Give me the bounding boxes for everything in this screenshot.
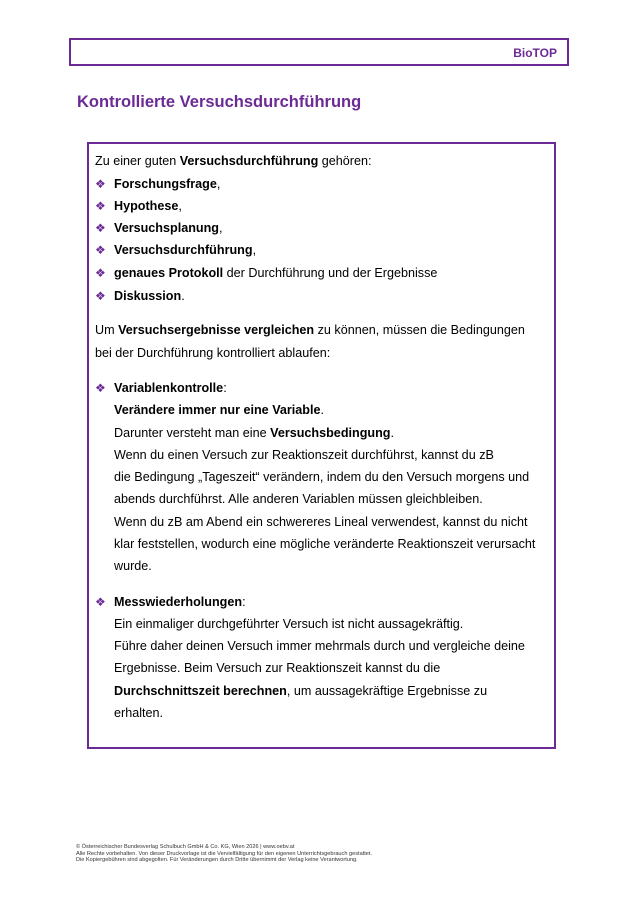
section-line: Wenn du einen Versuch zur Reaktionszeit durchführst, kannst du zB [114, 448, 494, 462]
diamond-bullet-icon: ❖ [95, 595, 106, 609]
diamond-bullet-icon: ❖ [95, 289, 106, 303]
list-item [114, 199, 182, 214]
header-box [69, 38, 569, 66]
footer-line: Alle Rechte vorbehalten. Von dieser Druckvorlage ist die Vervielfältigung für den eigenen Unterrichtsgebrauch gestattet. [76, 850, 373, 857]
section-line: erhalten. [114, 706, 164, 720]
section-line [114, 403, 324, 418]
list-item-bold: Forschungsfrage [114, 177, 217, 191]
list-item-bold: Diskussion [114, 289, 182, 303]
line-bold: Verändere immer nur eine Variable [114, 403, 321, 417]
section-line [114, 426, 394, 441]
diamond-bullet-icon: ❖ [95, 243, 106, 257]
diamond-bullet-icon: ❖ [95, 199, 106, 213]
heading-rest: : [242, 595, 246, 609]
list-item [114, 243, 256, 258]
footer-line: © Österreichischer Bundesverlag Schulbuch GmbH & Co. KG, Wien 2026 | www.oebv.at [76, 844, 295, 850]
para-pre: Um [95, 323, 119, 337]
cond-bold: Versuchsbedingung [270, 426, 391, 440]
list-item-rest: , [178, 199, 182, 213]
footer [76, 844, 372, 864]
intro-line [95, 154, 372, 169]
cond-post: . [390, 426, 394, 440]
line-rest: , um aussagekräftige Ergebnisse zu [286, 684, 488, 698]
diamond-bullet-icon: ❖ [95, 221, 106, 235]
intro-bold: Versuchsdurchführung [179, 154, 319, 168]
section-line: die Bedingung „Tageszeit“ verändern, indem du den Versuch morgens und [114, 470, 530, 484]
heading-bold: Messwiederholungen [114, 595, 243, 609]
section-line: Ergebnisse. Beim Versuch zur Reaktionszeit kannst du die [114, 661, 441, 675]
section-heading-messwiederholungen [114, 595, 246, 610]
para-bold: Versuchsergebnisse vergleichen [118, 323, 315, 337]
list-item-bold: Hypothese [114, 199, 179, 213]
page-title: Kontrollierte Versuchsdurchführung [77, 93, 362, 111]
section-line: wurde. [114, 559, 152, 573]
section-line: Wenn du zB am Abend ein schwereres Lineal verwendest, kannst du nicht [114, 515, 528, 529]
line-rest: . [320, 403, 324, 417]
cond-pre: Darunter versteht man eine [114, 426, 271, 440]
list-item-rest: , [252, 243, 257, 257]
section-line: Führe daher deinen Versuch immer mehrmals durch und vergleiche deine [114, 639, 525, 653]
list-item [114, 177, 220, 192]
list-item-bold: genaues Protokoll [114, 266, 224, 280]
paragraph-line [95, 323, 525, 338]
section-line [114, 684, 487, 699]
section-heading-variablenkontrolle [114, 381, 227, 396]
diamond-bullet-icon: ❖ [95, 266, 106, 280]
list-item [114, 266, 437, 281]
line-bold: Durchschnittszeit berechnen [114, 684, 287, 698]
section-line: abends durchführst. Alle anderen Variablen müssen gleichbleiben. [114, 492, 483, 506]
list-item [114, 221, 222, 236]
heading-rest: : [223, 381, 227, 395]
list-item-bold: Versuchsdurchführung [114, 243, 253, 257]
footer-line: Die Kopiergebühren sind abgegolten. Für Veränderungen durch Dritte übernimmt der Verlag keine Verantwortung. [76, 857, 358, 864]
list-item-bold: Versuchsplanung [114, 221, 219, 235]
diamond-bullet-icon: ❖ [95, 177, 106, 191]
paragraph-line: bei der Durchführung kontrolliert ablaufen: [95, 346, 331, 360]
brand-label: BioTOP [513, 46, 557, 60]
list-item-rest: der Durchführung und der Ergebnisse [223, 266, 438, 280]
diamond-bullet-icon: ❖ [95, 381, 106, 395]
section-line: klar feststellen, wodurch eine mögliche veränderte Reaktionszeit verursacht [114, 537, 536, 551]
list-item-rest: . [181, 289, 185, 303]
intro-pre: Zu einer guten [95, 154, 180, 168]
para-post: zu können, müssen die Bedingungen [314, 323, 525, 337]
intro-post: gehören: [318, 154, 372, 168]
list-item-rest: , [218, 221, 223, 235]
section-line: Ein einmaliger durchgeführter Versuch ist nicht aussagekräftig. [114, 617, 464, 631]
list-item-rest: , [216, 177, 221, 191]
list-item [114, 289, 185, 304]
heading-bold: Variablenkontrolle [114, 381, 224, 395]
